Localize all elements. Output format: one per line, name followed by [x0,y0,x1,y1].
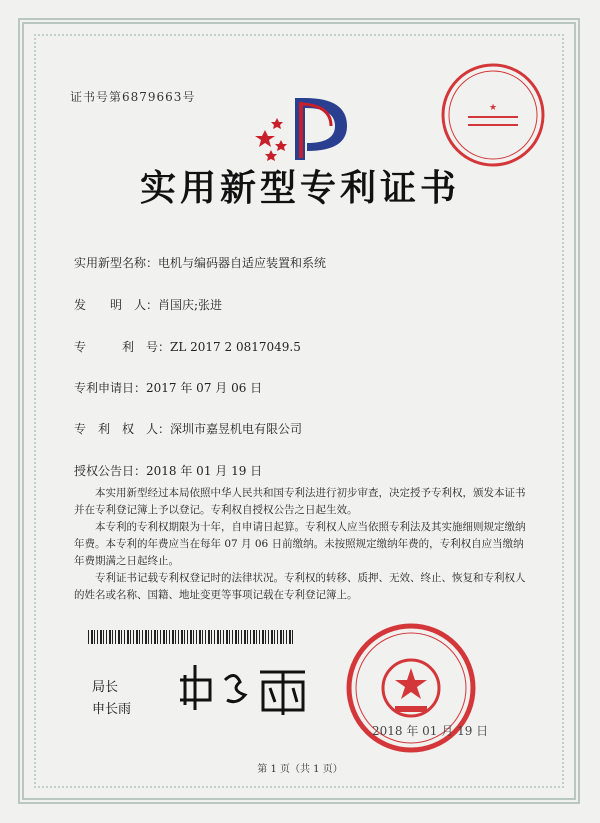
field-value: ZL 2017 2 0817049.5 [170,340,301,354]
page-footer: 第 1 页（共 1 页） [257,764,343,775]
field-application-date [74,379,262,396]
agency-stamp [438,60,548,170]
cnipa-logo-icon [255,88,365,168]
certificate-title: 实用新型专利证书 [139,167,460,209]
field-value: 电机与编码器自适应装置和系统 [158,256,327,270]
body-paragraph: 专利证书记载专利权登记时的法律状况。专利权的转移、质押、无效、终止、恢复和专利权人的姓名或名称、国籍、地址变更等事项记载在专利登记簿上。 [74,572,526,601]
body-paragraph: 本实用新型经过本局依照中华人民共和国专利法进行初步审查，决定授予专利权，颁发本证书并在专利登记簿上予以登记。专利权自授权公告之日起生效。 [74,487,526,516]
field-utility-model-name [74,254,326,271]
field-label: 专利申请日： [74,381,147,395]
field-value: 2018 年 01 月 19 日 [146,464,263,478]
certificate-body [74,485,534,604]
field-value: 深圳市嘉昱机电有限公司 [170,422,303,436]
barcode [88,630,293,644]
field-label: 授权公告日： [74,464,147,478]
director-signature [175,660,315,720]
director-name: 申长雨 [92,702,132,717]
field-value: 肖国庆;张进 [158,298,223,312]
certificate-number: 证书号第6879663号 [70,90,196,104]
field-grant-date [74,462,262,479]
body-paragraph: 本专利的专利权期限为十年，自申请日起算。专利权人应当依照专利法及其实施细则规定缴纳年费。本专利的年费应当在每年 07 月 06 日前缴纳。未按照规定缴纳年费的，专利权自应当缴纳年费期满之日起终止。 [74,521,526,567]
field-label: 发 明 人： [74,298,159,312]
field-label: 专 利 号： [74,340,171,354]
field-inventor [74,296,222,313]
field-label: 专 利 权 人： [74,422,171,436]
field-value: 2017 年 07 月 06 日 [146,381,263,395]
field-patent-number [74,338,301,355]
field-label: 实用新型名称： [74,256,159,270]
seal-date: 2018 年 01 月 19 日 [372,724,489,738]
director-title: 局长 [92,680,119,695]
svg-text:★: ★ [488,103,498,113]
field-patentee [74,420,302,437]
